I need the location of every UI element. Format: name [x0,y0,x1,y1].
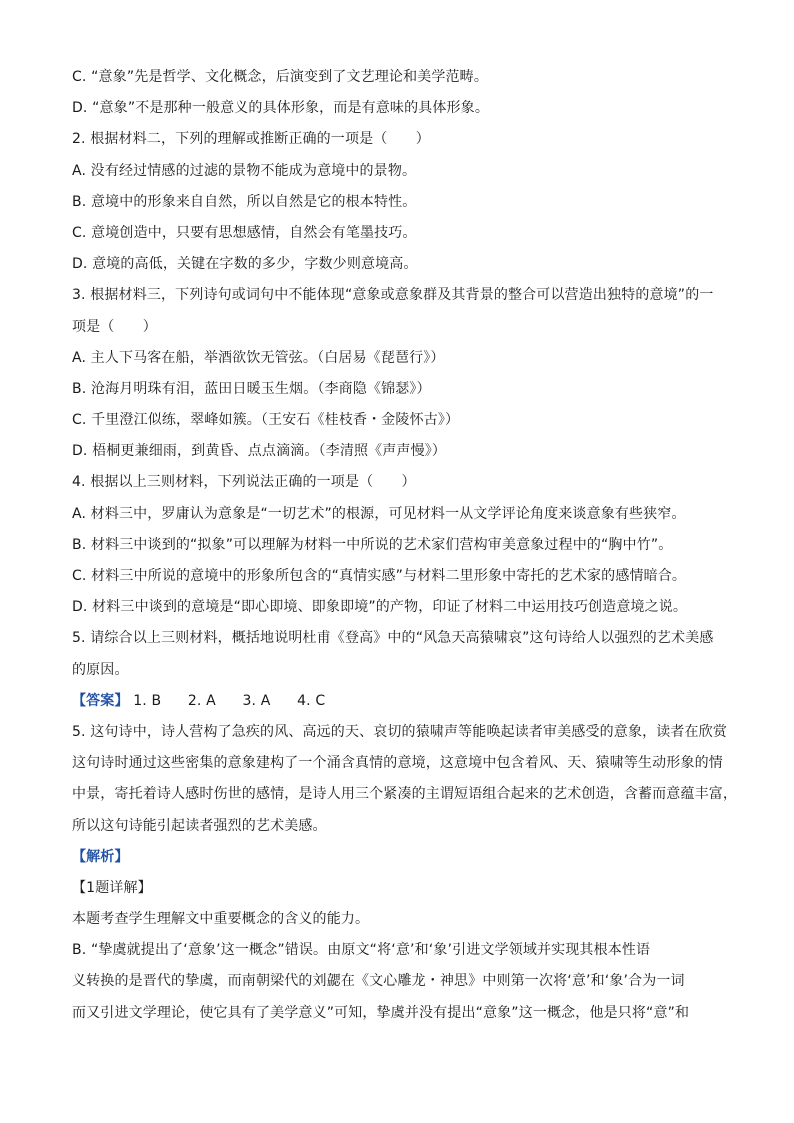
q4-option-b: B. 材料三中谈到的“拟象”可以理解为材料一中所说的艺术家们营构审美意象过程中的“胸中竹”。 [72,536,673,553]
analysis-label: 【解析】 [72,848,129,865]
q1-detail-line-3: 而又引进文学理论，使它具有了美学意义”可知，挚虞并没有提出“意象”这一概念，他是只将“意”和 [72,1004,690,1021]
q3-option-c: C. 千里澄江似练，翠峰如簇。（王安石《桂枝香・金陵怀古》） [72,412,460,429]
q1-detail-line-1: B. “挚虞就提出了‘意象’这一概念”错误。由原文“将‘意’和‘象’引进文学领域并实现其根本性语 [72,942,651,959]
q2-option-a: A. 没有经过情感的过滤的景物不能成为意境中的景物。 [72,162,417,179]
q3-stem-line-2: 项是（ ） [72,318,157,335]
answer-q5-line-3: 中景，寄托着诗人感时伤世的感情，是诗人用三个紧凑的主谓短语组合起来的艺术创造，含蓄而意蕴丰富， [72,786,738,803]
q2-option-c: C. 意境创造中，只要有思想感情，自然会有笔墨技巧。 [72,224,417,241]
q1-detail-line-2: 义转换的是晋代的挚虞，而南朝梁代的刘勰在《文心雕龙・神思》中则第一次将‘意’和‘象’合为一词 [72,973,685,990]
q3-option-b: B. 沧海月明珠有泪，蓝田日暖玉生烟。（李商隐《锦瑟》） [72,380,431,397]
q5-stem-line-1: 5. 请综合以上三则材料，概括地说明杜甫《登高》中的“风急天高猿啸哀”这句诗给人以强烈的艺术美感 [72,630,714,647]
q5-stem-line-2: 的原因。 [72,661,129,678]
answer-label: 【答案】 [72,692,129,709]
q2-option-b: B. 意境中的形象来自自然，所以自然是它的根本特性。 [72,193,417,210]
q1-option-c: C. “意象”先是哲学、文化概念，后演变到了文艺理论和美学范畴。 [72,69,488,85]
analysis-label-row [72,842,732,873]
answer-item-3: 3. A [242,692,271,709]
q4-stem: 4. 根据以上三则材料，下列说法正确的一项是（ ） [72,474,416,491]
q2-stem: 2. 根据材料二，下列的理解或推断正确的一项是（ ） [72,131,430,148]
q4-option-a: A. 材料三中，罗庸认为意象是“一切艺术”的根源，可见材料一从文学评论角度来谈意象有些狭窄。 [72,505,686,522]
answer-row [72,686,732,717]
q3-option-d: D. 梧桐更兼细雨，到黄昏、点点滴滴。（李清照《声声慢》） [72,443,447,460]
answer-q5-line-4: 所以这句诗能引起读者强烈的艺术美感。 [72,817,327,834]
answer-q5-line-2: 这句诗时通过这些密集的意象建构了一个涌含真情的意境，这意境中包含着风、天、猿啸等生动形象的情 [72,755,723,772]
q1-detail-title: 【1题详解】 [72,879,152,896]
answer-item-4: 4. C [297,692,326,709]
q1-option-d: D. “意象”不是那种一般意义的具体形象，而是有意味的具体形象。 [72,100,489,117]
q4-option-c: C. 材料三中所说的意境中的形象所包含的“真情实感”与材料二里形象中寄托的艺术家的感情暗合。 [72,568,687,584]
q3-stem-line-1: 3. 根据材料三，下列诗句或词句中不能体现“意象或意象群及其背景的整合可以营造出独特的意境”的一 [72,287,714,304]
q1-detail-intro: 本题考查学生理解文中重要概念的含义的能力。 [72,911,370,928]
answer-item-2: 2. A [187,692,216,709]
q4-option-d: D. 材料三中谈到的意境是“即心即境、即象即境”的产物，印证了材料二中运用技巧创造意境之说。 [72,599,688,616]
answer-q5-line-1: 5. 这句诗中，诗人营构了急疾的风、高远的天、哀切的猿啸声等能唤起读者审美感受的意象，读者在欣赏 [72,723,728,740]
q2-option-d: D. 意境的高低，关键在字数的多少，字数少则意境高。 [72,256,418,273]
document-page [72,62,738,1029]
q3-option-a: A. 主人下马客在船，举酒欲饮无管弦。（白居易《琵琶行》） [72,349,445,366]
answer-item-1: 1. B [133,692,162,709]
